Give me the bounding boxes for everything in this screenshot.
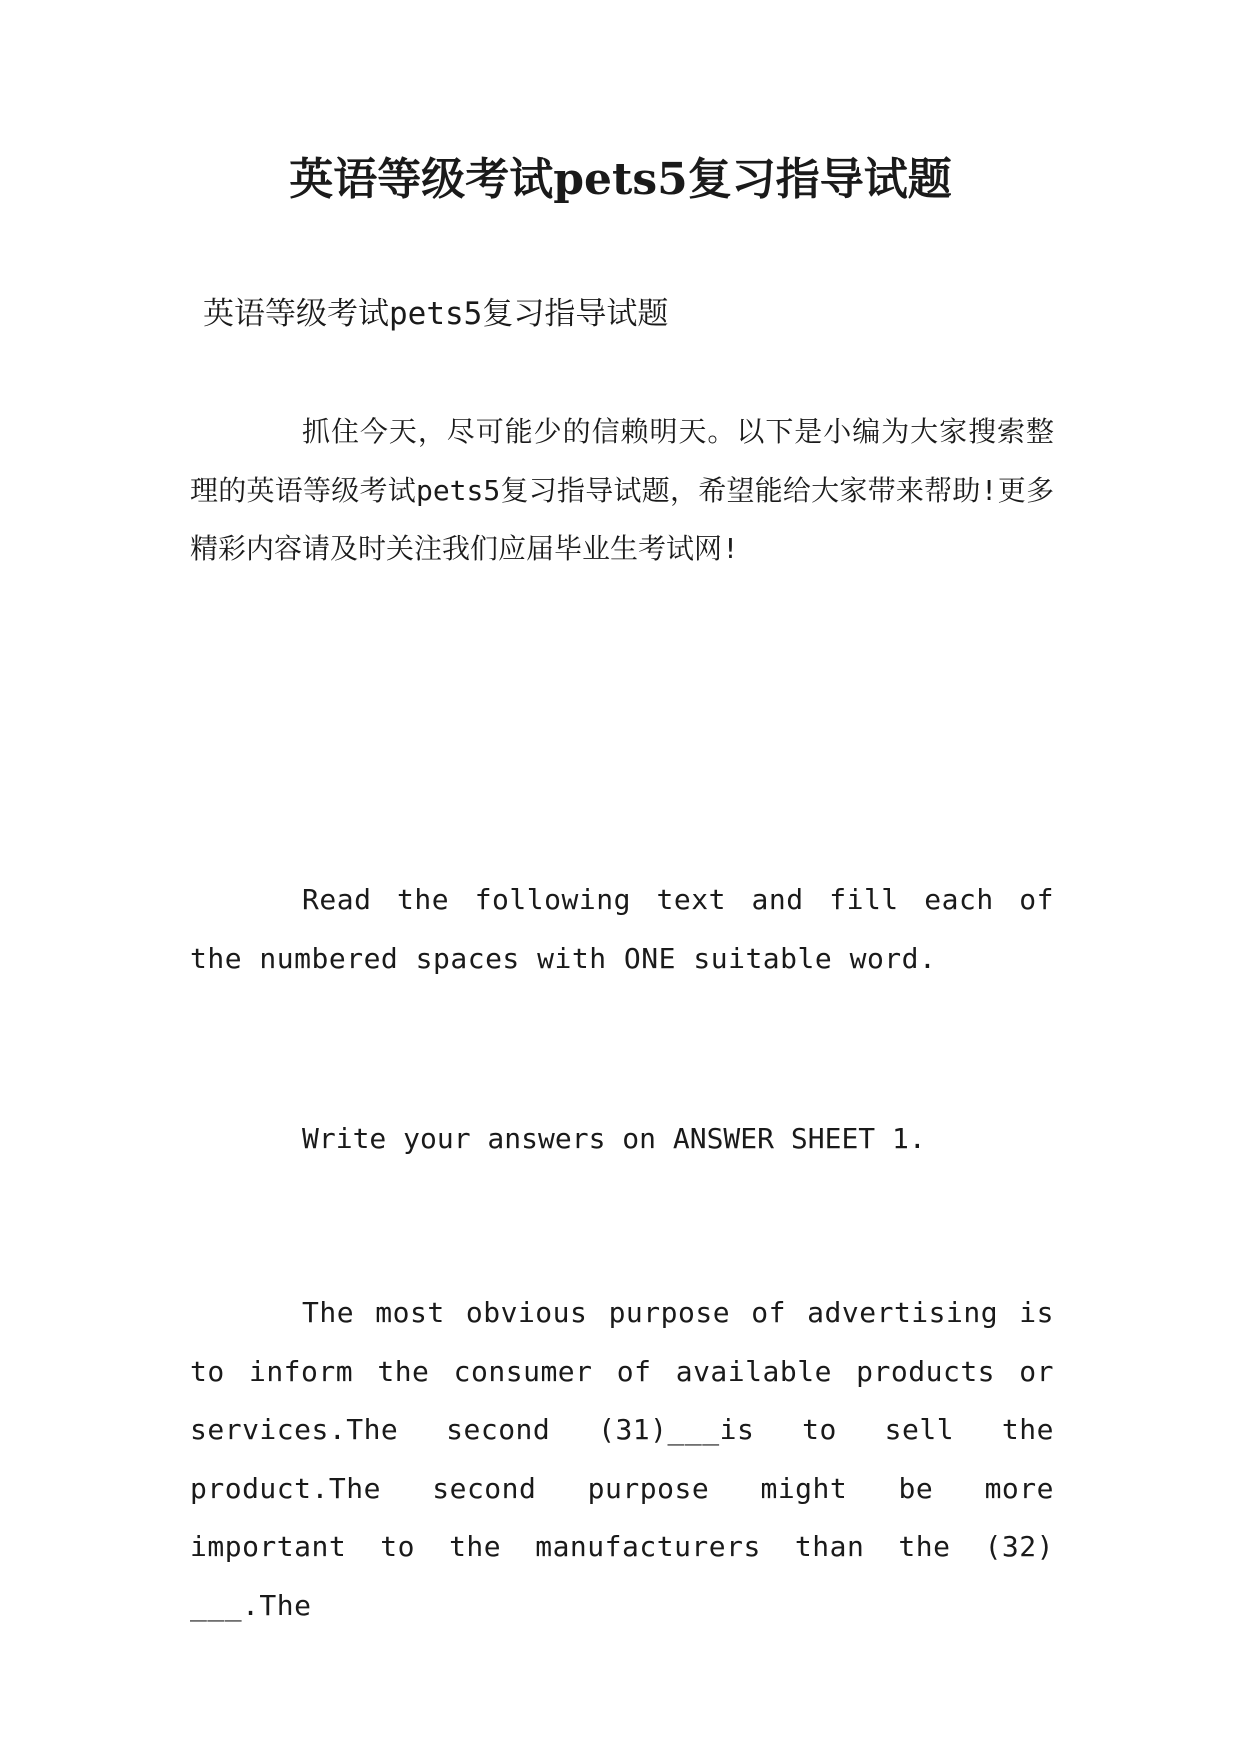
answer-sheet-instruction: Write your answers on ANSWER SHEET 1.	[302, 1122, 926, 1155]
intro-paragraph: 抓住今天，尽可能少的信赖明天。以下是小编为大家搜索整理的英语等级考试pets5复习指导试题，希望能给大家带来帮助!更多精彩内容请及时关注我们应届毕业生考试网!	[190, 415, 1054, 565]
document-subtitle: 英语等级考试pets5复习指导试题	[203, 296, 669, 332]
passage-paragraph: The most obvious purpose of advertising is to inform the consumer of available products or services.The second (31)___is to sell the product.The second purpose might be more important to the manufacturers than the (32) ___.The	[190, 1296, 1054, 1622]
document-title: 英语等级考试pets5复习指导试题	[289, 154, 952, 205]
instruction-paragraph: Read the following text and fill each of the numbered spaces with ONE suitable word.	[190, 883, 1054, 975]
